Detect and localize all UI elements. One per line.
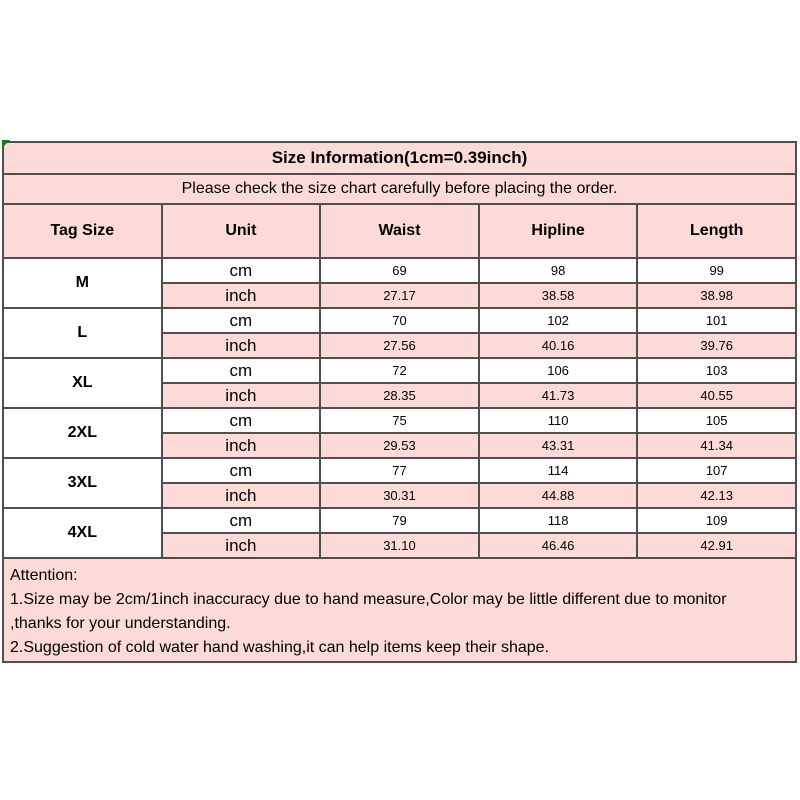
unit-cell: inch xyxy=(162,533,321,558)
length-value: 107 xyxy=(637,458,796,483)
col-header-waist: Waist xyxy=(320,204,479,258)
hipline-value: 110 xyxy=(479,408,638,433)
length-value: 40.55 xyxy=(637,383,796,408)
size-label-4xl: 4XL xyxy=(3,508,162,558)
unit-cell: cm xyxy=(162,358,321,383)
waist-value: 30.31 xyxy=(320,483,479,508)
col-header-tag-size: Tag Size xyxy=(3,204,162,258)
column-header-row xyxy=(3,204,796,258)
chart-subtitle: Please check the size chart carefully before placing the order. xyxy=(3,174,796,204)
table-row xyxy=(3,458,796,483)
hipline-value: 106 xyxy=(479,358,638,383)
unit-cell: cm xyxy=(162,458,321,483)
hipline-value: 38.58 xyxy=(479,283,638,308)
table-row xyxy=(3,508,796,533)
subtitle-row xyxy=(3,174,796,204)
hipline-value: 102 xyxy=(479,308,638,333)
attention-line: ,thanks for your understanding. xyxy=(10,615,231,632)
attention-line: 1.Size may be 2cm/1inch inaccuracy due to hand measure,Color may be little different due to monitor xyxy=(10,591,727,608)
table-row xyxy=(3,358,796,383)
table-row xyxy=(3,408,796,433)
waist-value: 79 xyxy=(320,508,479,533)
size-label-3xl: 3XL xyxy=(3,458,162,508)
size-chart-table xyxy=(2,141,797,663)
table-row xyxy=(3,308,796,333)
length-value: 105 xyxy=(637,408,796,433)
hipline-value: 98 xyxy=(479,258,638,283)
length-value: 41.34 xyxy=(637,433,796,458)
waist-value: 27.56 xyxy=(320,333,479,358)
length-value: 42.13 xyxy=(637,483,796,508)
attention-footer-row xyxy=(3,558,796,662)
size-label-l: L xyxy=(3,308,162,358)
col-header-hipline: Hipline xyxy=(479,204,638,258)
length-value: 39.76 xyxy=(637,333,796,358)
unit-cell: inch xyxy=(162,283,321,308)
hipline-value: 41.73 xyxy=(479,383,638,408)
size-label-xl: XL xyxy=(3,358,162,408)
waist-value: 31.10 xyxy=(320,533,479,558)
hipline-value: 114 xyxy=(479,458,638,483)
unit-cell: inch xyxy=(162,333,321,358)
hipline-value: 46.46 xyxy=(479,533,638,558)
waist-value: 28.35 xyxy=(320,383,479,408)
unit-cell: inch xyxy=(162,383,321,408)
unit-cell: inch xyxy=(162,433,321,458)
unit-cell: cm xyxy=(162,258,321,283)
length-value: 38.98 xyxy=(637,283,796,308)
length-value: 109 xyxy=(637,508,796,533)
unit-cell: cm xyxy=(162,508,321,533)
unit-cell: cm xyxy=(162,308,321,333)
waist-value: 72 xyxy=(320,358,479,383)
unit-cell: inch xyxy=(162,483,321,508)
length-value: 101 xyxy=(637,308,796,333)
waist-value: 77 xyxy=(320,458,479,483)
size-label-m: M xyxy=(3,258,162,308)
attention-block xyxy=(3,558,796,662)
hipline-value: 118 xyxy=(479,508,638,533)
hipline-value: 44.88 xyxy=(479,483,638,508)
hipline-value: 43.31 xyxy=(479,433,638,458)
table-row xyxy=(3,258,796,283)
chart-title: Size Information(1cm=0.39inch) xyxy=(3,142,796,174)
waist-value: 75 xyxy=(320,408,479,433)
attention-line: 2.Suggestion of cold water hand washing,it can help items keep their shape. xyxy=(10,639,549,656)
col-header-length: Length xyxy=(637,204,796,258)
waist-value: 69 xyxy=(320,258,479,283)
title-row xyxy=(3,142,796,174)
attention-heading: Attention: xyxy=(10,567,78,584)
size-label-2xl: 2XL xyxy=(3,408,162,458)
waist-value: 27.17 xyxy=(320,283,479,308)
unit-cell: cm xyxy=(162,408,321,433)
col-header-unit: Unit xyxy=(162,204,321,258)
hipline-value: 40.16 xyxy=(479,333,638,358)
length-value: 99 xyxy=(637,258,796,283)
waist-value: 29.53 xyxy=(320,433,479,458)
length-value: 103 xyxy=(637,358,796,383)
waist-value: 70 xyxy=(320,308,479,333)
corner-marker-triangle-icon xyxy=(2,140,10,148)
length-value: 42.91 xyxy=(637,533,796,558)
